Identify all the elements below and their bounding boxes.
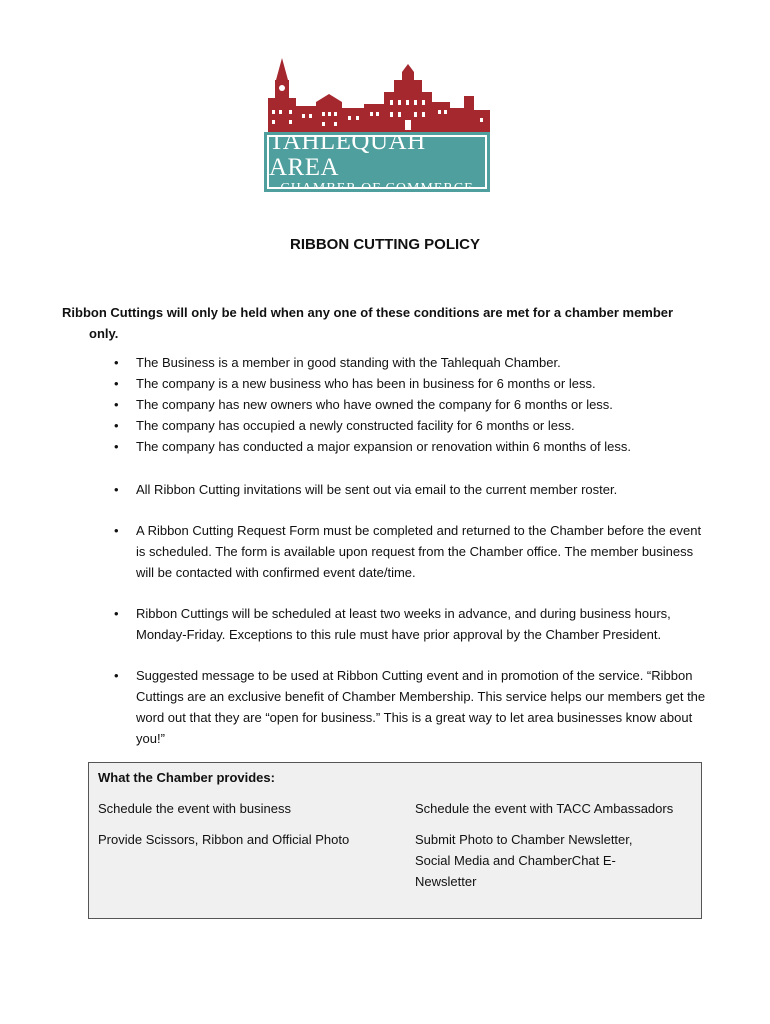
list-item: • The Business is a member in good standing with the Tahlequah Chamber.	[0, 352, 706, 373]
message-list	[0, 665, 706, 749]
list-item: • Ribbon Cuttings will be scheduled at least two weeks in advance, and during business hours, Monday-Friday. Exceptions to this rule must have prior approval by the Chamber President.	[0, 603, 706, 645]
scheduling-list	[0, 603, 706, 645]
provides-cell: Submit Photo to Chamber Newsletter, Social Media and ChamberChat E-Newsletter	[415, 832, 633, 889]
provides-cell: Schedule the event with TACC Ambassadors	[415, 801, 674, 816]
provides-cell: Provide Scissors, Ribbon and Official Photo	[98, 832, 350, 847]
list-item: • The company is a new business who has been in business for 6 months or less.	[0, 373, 706, 394]
conditions-list	[0, 352, 706, 457]
logo-title: TAHLEQUAH AREA	[269, 127, 426, 181]
logo-banner	[264, 127, 490, 196]
provides-heading: What the Chamber provides:	[98, 770, 275, 785]
list-item: • The company has occupied a newly constructed facility for 6 months or less.	[0, 415, 706, 436]
list-item: • All Ribbon Cutting invitations will be sent out via email to the current member roster.	[0, 479, 706, 500]
provides-cell: Schedule the event with business	[98, 801, 291, 816]
intro-line-1: Ribbon Cuttings will only be held when any one of these conditions are met for a chamber member	[62, 305, 674, 320]
request-form-list	[0, 520, 706, 583]
intro-paragraph	[62, 302, 702, 344]
list-item: • The company has conducted a major expansion or renovation within 6 months of less.	[0, 436, 706, 457]
chamber-logo	[262, 58, 492, 194]
logo-subtitle: CHAMBER OF COMMERCE	[280, 180, 474, 196]
invitations-list	[0, 479, 706, 500]
page-title: RIBBON CUTTING POLICY	[290, 236, 480, 253]
chamber-provides-box	[88, 762, 702, 919]
list-item: • The company has new owners who have owned the company for 6 months or less.	[0, 394, 706, 415]
list-item: • Suggested message to be used at Ribbon Cutting event and in promotion of the service. “Ribbon Cuttings are an exclusive benefit of Chamber Membership. This service helps our members get the word out that they are “open for business.” This is a great way to let area businesses know about you!”	[0, 665, 706, 749]
list-item: • A Ribbon Cutting Request Form must be completed and returned to the Chamber before the event is scheduled. The form is available upon request from the Chamber office. The member business will be contacted with confirmed event date/time.	[0, 520, 706, 583]
town-skyline-icon	[262, 58, 492, 134]
intro-line-2: only.	[89, 326, 119, 341]
